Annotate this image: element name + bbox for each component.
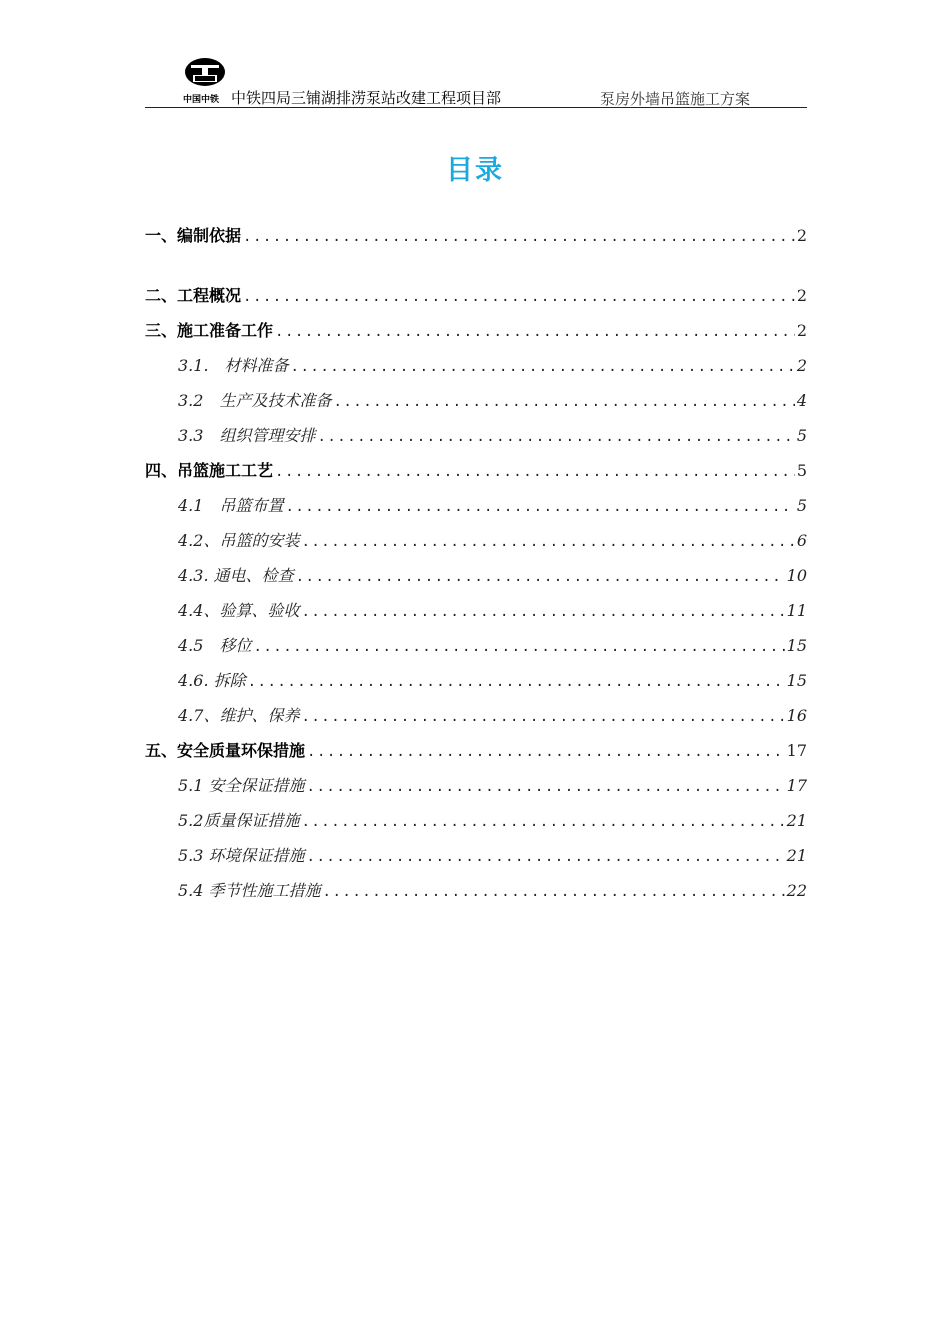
toc-entry-page-number: 21 (786, 846, 807, 865)
toc-entry-page-number: 11 (786, 601, 807, 620)
toc-entry-page-number: 17 (786, 776, 807, 795)
toc-entry-label: 一、编制依据 (145, 226, 242, 245)
toc-entry-page-number: 21 (786, 811, 807, 830)
toc-entry-label: 3.1. 材料准备 (178, 356, 289, 375)
toc-entry[interactable] (178, 878, 807, 902)
toc-entry[interactable] (178, 493, 807, 517)
toc-leader-dots (248, 674, 785, 690)
toc-entry[interactable] (145, 223, 807, 247)
toc-entry-label: 4.4、验算、验收 (178, 601, 300, 620)
toc-entry[interactable] (178, 808, 807, 832)
toc-leader-dots (317, 429, 794, 445)
toc-title: 目录 (446, 155, 504, 186)
toc-entry-label: 5.2质量保证措施 (178, 811, 300, 830)
toc-leader-dots (307, 744, 785, 760)
toc-entry-label: 三、施工准备工作 (145, 321, 274, 340)
toc-entry-page-number: 2 (796, 321, 807, 340)
toc-entry-label: 4.5 移位 (178, 636, 252, 655)
toc-entry[interactable] (178, 528, 807, 552)
toc-entry[interactable] (145, 318, 807, 342)
toc-entry-page-number: 4 (796, 391, 807, 410)
toc-leader-dots (243, 289, 795, 305)
toc-entry[interactable] (145, 283, 807, 307)
toc-entry-page-number: 15 (786, 636, 807, 655)
toc-entry[interactable] (178, 773, 807, 797)
toc-entry-label: 5.4 季节性施工措施 (178, 881, 321, 900)
toc-entry[interactable] (178, 423, 807, 447)
toc-entry-page-number: 10 (786, 566, 807, 585)
toc-entry-label: 4.7、维护、保养 (178, 706, 300, 725)
toc-entry[interactable] (178, 598, 807, 622)
toc-entry-label: 五、安全质量环保措施 (145, 741, 306, 760)
toc-entry-label: 4.2、吊篮的安装 (178, 531, 300, 550)
toc-entry-page-number: 2 (796, 356, 807, 375)
organization-name: 中铁四局三铺湖排涝泵站改建工程项目部 (231, 89, 502, 107)
toc-leader-dots (307, 849, 785, 865)
toc-entry-label: 4.6. 拆除 (178, 671, 246, 690)
toc-entry[interactable] (178, 388, 807, 412)
toc-entry-page-number: 6 (796, 531, 807, 550)
toc-leader-dots (301, 814, 784, 830)
toc-entry-label: 四、吊篮施工工艺 (145, 461, 274, 480)
toc-entry-page-number: 2 (796, 226, 807, 245)
toc-entry-label: 3.2 生产及技术准备 (178, 391, 332, 410)
toc-entry-page-number: 5 (796, 496, 807, 515)
toc-leader-dots (243, 229, 795, 245)
toc-entry[interactable] (178, 668, 807, 692)
toc-entry-page-number: 5 (796, 426, 807, 445)
toc-entry-label: 4.3. 通电、检查 (178, 566, 294, 585)
toc-leader-dots (333, 394, 794, 410)
toc-leader-dots (275, 464, 795, 480)
toc-leader-dots (253, 639, 784, 655)
toc-entry-label: 5.1 安全保证措施 (178, 776, 305, 795)
document-name: 泵房外墙吊篮施工方案 (600, 90, 751, 108)
toc-entry[interactable] (178, 703, 807, 727)
toc-leader-dots (275, 324, 795, 340)
toc-entry[interactable] (145, 738, 807, 762)
toc-entry-page-number: 16 (786, 706, 807, 725)
toc-leader-dots (301, 604, 784, 620)
toc-entry[interactable] (178, 843, 807, 867)
toc-entry-page-number: 17 (786, 741, 807, 760)
toc-leader-dots (307, 779, 785, 795)
toc-entry-label: 4.1 吊篮布置 (178, 496, 284, 515)
toc-entry-page-number: 22 (786, 881, 807, 900)
toc-entry-page-number: 15 (786, 671, 807, 690)
brand-small-text: 中国中铁 (183, 95, 220, 105)
toc-leader-dots (301, 534, 794, 550)
toc-entry[interactable] (145, 458, 807, 482)
toc-entry[interactable] (178, 633, 807, 657)
toc-leader-dots (301, 709, 784, 725)
toc-leader-dots (285, 499, 794, 515)
toc-entry-label: 二、工程概况 (145, 286, 242, 305)
toc-leader-dots (296, 569, 785, 585)
toc-entry-page-number: 2 (796, 286, 807, 305)
toc-entry-label: 3.3 组织管理安排 (178, 426, 316, 445)
toc-leader-dots (323, 884, 785, 900)
toc-entry-page-number: 5 (796, 461, 807, 480)
toc-entry[interactable] (178, 563, 807, 587)
toc-entry[interactable] (178, 353, 807, 377)
toc-leader-dots (291, 359, 795, 375)
toc-entry-label: 5.3 环境保证措施 (178, 846, 305, 865)
